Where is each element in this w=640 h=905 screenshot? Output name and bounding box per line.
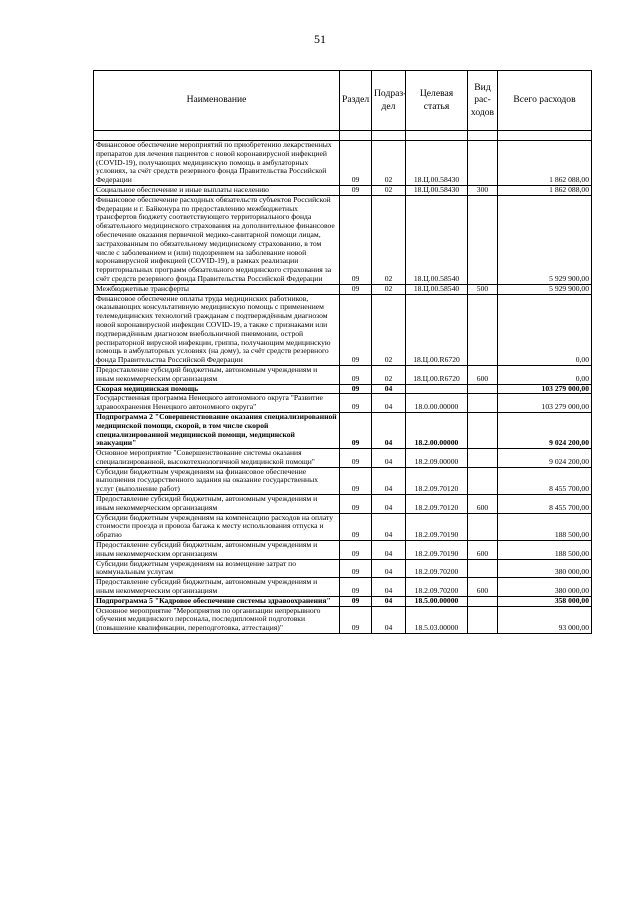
cell-target [406, 384, 468, 394]
cell-section: 09 [340, 394, 372, 413]
cell-section: 09 [340, 578, 372, 597]
table-row [94, 141, 592, 186]
cell-section: 09 [340, 495, 372, 514]
cell-name: Межбюджетные трансферты [94, 284, 340, 294]
cell-target: 18.2.00.00000 [406, 412, 468, 448]
cell-name: Основное мероприятие "Совершенствование системы оказания специализированной, высокотехнологичной медицинской помощи" [94, 449, 340, 468]
spacer-row [94, 131, 592, 141]
cell-target: 18.0.00.00000 [406, 394, 468, 413]
cell-target: 18.5.03.00000 [406, 606, 468, 633]
cell-subsection: 02 [372, 195, 406, 284]
cell-subsection: 04 [372, 606, 406, 633]
cell-target: 18.Ц.00.R6720 [406, 294, 468, 365]
cell-name: Предоставление субсидий бюджетным, автономным учреждениям и иным некоммерческим организациям [94, 495, 340, 514]
cell-target: 18.2.09.70200 [406, 578, 468, 597]
cell-type [468, 596, 498, 606]
cell-subsection: 04 [372, 541, 406, 560]
cell-section: 09 [340, 412, 372, 448]
cell-total: 188 500,00 [498, 513, 592, 540]
cell-section: 09 [340, 185, 372, 195]
cell-subsection: 04 [372, 495, 406, 514]
cell-name: Предоставление субсидий бюджетным, автономным учреждениям и иным некоммерческим организациям [94, 541, 340, 560]
cell-subsection: 04 [372, 513, 406, 540]
cell-total: 8 455 700,00 [498, 467, 592, 494]
table-row [94, 294, 592, 365]
table-row [94, 513, 592, 540]
cell-total: 0,00 [498, 294, 592, 365]
cell-section: 09 [340, 467, 372, 494]
cell-subsection: 02 [372, 185, 406, 195]
cell-subsection: 02 [372, 141, 406, 186]
cell-type [468, 606, 498, 633]
cell-subsection: 04 [372, 449, 406, 468]
table-row [94, 606, 592, 633]
cell-target: 18.2.09.70120 [406, 495, 468, 514]
cell-subsection: 02 [372, 294, 406, 365]
cell-total: 5 929 900,00 [498, 195, 592, 284]
cell-type: 500 [468, 284, 498, 294]
cell-subsection: 04 [372, 412, 406, 448]
table-row [94, 195, 592, 284]
cell-subsection: 04 [372, 578, 406, 597]
cell-name: Субсидии бюджетным учреждениям на возмещение затрат по коммунальным услугам [94, 559, 340, 578]
cell-target: 18.2.09.70120 [406, 467, 468, 494]
cell-section: 09 [340, 141, 372, 186]
cell-section: 09 [340, 559, 372, 578]
table-row [94, 284, 592, 294]
cell-section: 09 [340, 195, 372, 284]
header-target: Целевая статья [406, 71, 468, 131]
table-row [94, 365, 592, 384]
cell-type [468, 384, 498, 394]
cell-total: 103 279 000,00 [498, 384, 592, 394]
cell-name: Субсидии бюджетным учреждениям на финансовое обеспечение выполнения государственного задания на оказание государственных услуг (выполнение работ) [94, 467, 340, 494]
cell-total: 5 929 900,00 [498, 284, 592, 294]
cell-total: 8 455 700,00 [498, 495, 592, 514]
cell-name: Финансовое обеспечение оплаты труда медицинских работников, оказывающих консультативную медицинскую помощь с применением телемедицинских технологий гражданам с подтверждённым диагнозом новой коронавирусной инфекции COVID-19, а также с признаками или подтверждённым диагнозом внебольничной пневмонии, острой респираторной вирусной инфекции, гриппа, получающим медицинскую помощь в амбулаторных условиях (на дому), за счёт средств резервного фонда Правительства Российской Федерации [94, 294, 340, 365]
cell-type [468, 467, 498, 494]
table-row [94, 449, 592, 468]
cell-target: 18.2.09.70200 [406, 559, 468, 578]
table-row [94, 185, 592, 195]
table-body [94, 141, 592, 634]
cell-target: 18.5.00.00000 [406, 596, 468, 606]
table-row [94, 495, 592, 514]
table-row [94, 541, 592, 560]
cell-name: Предоставление субсидий бюджетным, автономным учреждениям и иным некоммерческим организациям [94, 578, 340, 597]
cell-target: 18.Ц.00.58430 [406, 141, 468, 186]
cell-name: Финансовое обеспечение мероприятий по приобретению лекарственных препаратов для лечения пациентов с новой коронавирусной инфекцией (COVID-19), получающих медицинскую помощь в амбулаторных условиях, за счёт средств резервного фонда Правительства Российской Федерации [94, 141, 340, 186]
header-type: Вид рас-ходов [468, 71, 498, 131]
cell-target: 18.Ц.00.58540 [406, 195, 468, 284]
page-number: 51 [314, 32, 326, 46]
cell-section: 09 [340, 284, 372, 294]
cell-type [468, 412, 498, 448]
cell-section: 09 [340, 596, 372, 606]
cell-type [468, 394, 498, 413]
cell-section: 09 [340, 449, 372, 468]
table-row [94, 394, 592, 413]
cell-subsection: 04 [372, 384, 406, 394]
cell-subsection: 04 [372, 596, 406, 606]
cell-type: 300 [468, 185, 498, 195]
cell-name: Социальное обеспечение и иные выплаты населению [94, 185, 340, 195]
table-row [94, 559, 592, 578]
cell-name: Подпрограмма 5 "Кадровое обеспечение системы здравоохранения" [94, 596, 340, 606]
cell-subsection: 04 [372, 467, 406, 494]
cell-target: 18.Ц.00.R6720 [406, 365, 468, 384]
cell-type [468, 559, 498, 578]
cell-type [468, 513, 498, 540]
table-header-row [94, 71, 592, 131]
header-section: Раздел [340, 71, 372, 131]
cell-total: 103 279 000,00 [498, 394, 592, 413]
cell-total: 380 000,00 [498, 578, 592, 597]
cell-type: 600 [468, 578, 498, 597]
header-name: Наименование [94, 71, 340, 131]
cell-total: 380 000,00 [498, 559, 592, 578]
cell-type: 600 [468, 541, 498, 560]
cell-section: 09 [340, 365, 372, 384]
cell-type [468, 195, 498, 284]
cell-type [468, 141, 498, 186]
cell-total: 93 000,00 [498, 606, 592, 633]
cell-target: 18.Ц.00.58540 [406, 284, 468, 294]
cell-type [468, 449, 498, 468]
cell-target: 18.2.09.70190 [406, 513, 468, 540]
cell-total: 1 862 088,00 [498, 141, 592, 186]
cell-total: 9 024 200,00 [498, 412, 592, 448]
cell-total: 9 024 200,00 [498, 449, 592, 468]
header-total: Всего расходов [498, 71, 592, 131]
cell-section: 09 [340, 541, 372, 560]
cell-total: 1 862 088,00 [498, 185, 592, 195]
cell-type: 600 [468, 365, 498, 384]
cell-total: 188 500,00 [498, 541, 592, 560]
table-row [94, 578, 592, 597]
cell-subsection: 04 [372, 559, 406, 578]
cell-section: 09 [340, 384, 372, 394]
cell-name: Предоставление субсидий бюджетным, автономным учреждениям и иным некоммерческим организациям [94, 365, 340, 384]
cell-section: 09 [340, 294, 372, 365]
cell-subsection: 02 [372, 365, 406, 384]
header-subsection: Подраз-дел [372, 71, 406, 131]
cell-total: 358 000,00 [498, 596, 592, 606]
cell-name: Государственная программа Ненецкого автономного округа "Развитие здравоохранения Ненецкого автономного округа" [94, 394, 340, 413]
cell-name: Основное мероприятие "Мероприятия по организации непрерывного обучения медицинского персонала, последипломной подготовки (повышение квалификации, переподготовка, аттестация)" [94, 606, 340, 633]
budget-table [93, 70, 592, 634]
cell-name: Финансовое обеспечение расходных обязательств субъектов Российской Федерации и г. Байконура по предоставлению межбюджетных трансфертов бюджету соответствующего территориального фонда обязательного медицинского страхования на дополнительное финансовое обеспечение оказания первичной медико-санитарной помощи лицам, застрахованным по обязательному медицинскому страхованию, в том числе с заболеванием и (или) подозрением на заболевание новой коронавирусной инфекцией (COVID-19), в рамках реализации территориальных программ обязательного медицинского страхования за счёт средств резервного фонда Правительства Российской Федерации [94, 195, 340, 284]
cell-total: 0,00 [498, 365, 592, 384]
cell-name: Скорая медицинская помощь [94, 384, 340, 394]
cell-section: 09 [340, 606, 372, 633]
table-row [94, 596, 592, 606]
cell-type: 600 [468, 495, 498, 514]
cell-target: 18.2.09.70190 [406, 541, 468, 560]
cell-subsection: 04 [372, 394, 406, 413]
table-row [94, 467, 592, 494]
cell-subsection: 02 [372, 284, 406, 294]
table-row [94, 412, 592, 448]
cell-type [468, 294, 498, 365]
cell-target: 18.Ц.00.58430 [406, 185, 468, 195]
cell-section: 09 [340, 513, 372, 540]
cell-target: 18.2.09.00000 [406, 449, 468, 468]
cell-name: Подпрограмма 2 "Совершенствование оказания специализированной медицинской помощи, скорой, в том числе скорой специализированной медицинской помощи, медицинской эвакуации" [94, 412, 340, 448]
cell-name: Субсидии бюджетным учреждениям на компенсацию расходов на оплату стоимости проезда и провоза багажа к месту использования отпуска и обратно [94, 513, 340, 540]
